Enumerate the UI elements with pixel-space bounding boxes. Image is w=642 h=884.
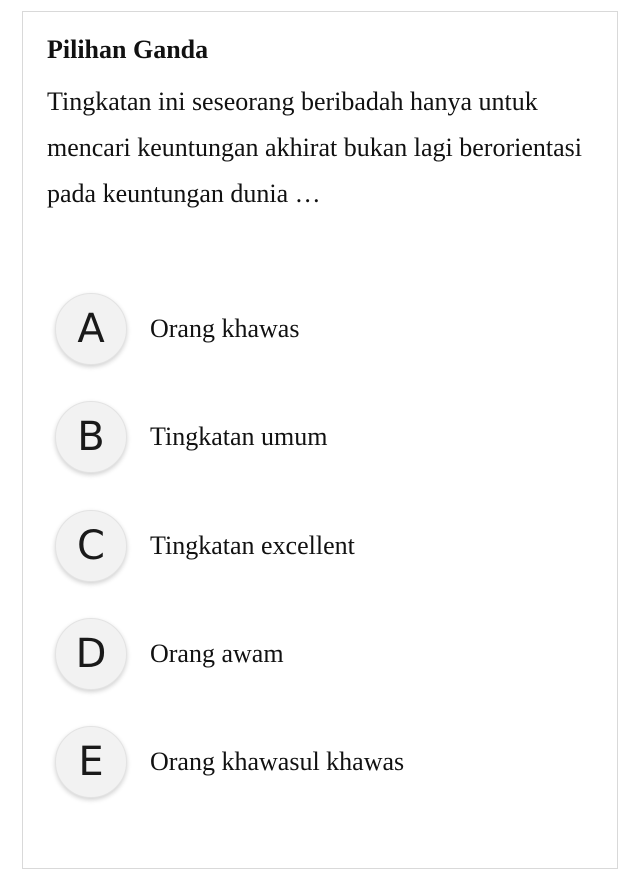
option-letter-badge[interactable]: C [55, 510, 127, 582]
option-letter-badge[interactable]: A [55, 293, 127, 365]
option-b[interactable] [55, 400, 595, 474]
option-label[interactable]: Orang khawasul khawas [150, 747, 405, 776]
option-label[interactable]: Tingkatan umum [150, 422, 328, 451]
option-label[interactable]: Orang khawas [150, 314, 300, 343]
option-a[interactable] [55, 292, 595, 366]
question-text: Tingkatan ini seseorang beribadah hanya untuk mencari keuntungan akhirat bukan lagi berorientasi pada keuntungan dunia … [47, 87, 582, 208]
option-e[interactable] [55, 725, 595, 799]
option-label[interactable]: Orang awam [150, 639, 284, 668]
question-card [22, 11, 618, 869]
option-letter-badge[interactable]: E [55, 726, 127, 798]
option-letter-badge[interactable]: D [55, 618, 127, 690]
option-letter-badge[interactable]: B [55, 401, 127, 473]
option-label[interactable]: Tingkatan excellent [150, 531, 355, 560]
question-type-label: Pilihan Ganda [47, 35, 209, 64]
option-d[interactable] [55, 617, 595, 691]
option-c[interactable] [55, 509, 595, 583]
